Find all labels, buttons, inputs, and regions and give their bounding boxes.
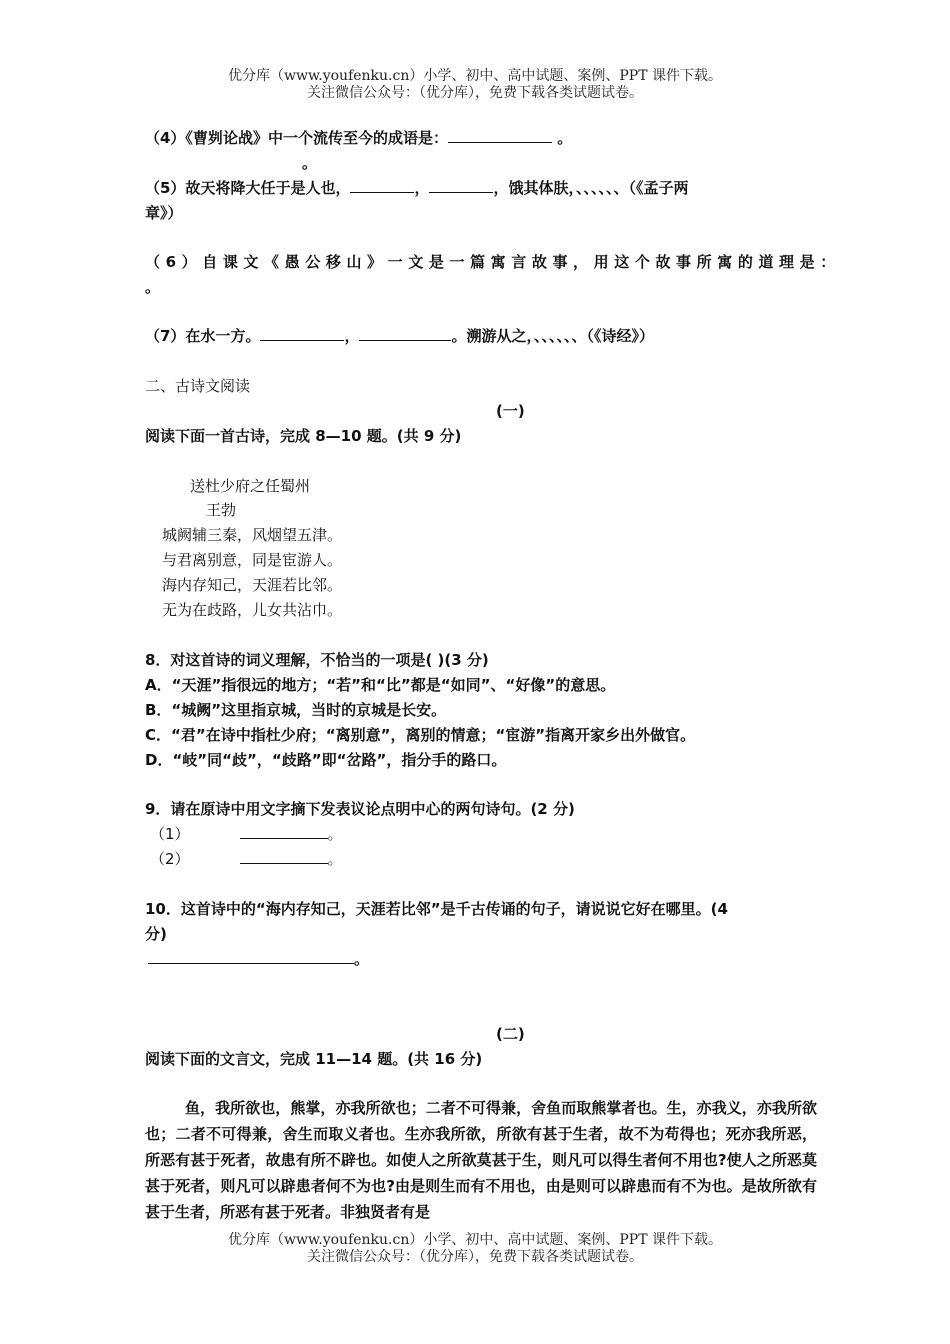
- question-7: [145, 326, 815, 346]
- question-4-text: （4）《曹刿论战》中一个流传至今的成语是：: [145, 129, 448, 147]
- classical-passage: 鱼，我所欲也，熊掌，亦我所欲也；二者不可得兼，舍鱼而取熊掌者也。生，亦我义，亦我所欲也；二者不可得兼，舍生而取义者也。生亦我所欲，所欲有甚于生者，故不为苟得也；死亦我所恶，所恶有甚于死者，故患有所不辟也。如使人之所欲莫甚于生，则凡可以得生者何不用也?使人之所恶莫甚于死者，则凡可以辟患者何不为也?由是则生而有不用也，由是则可以辟患而有不为也。是故所欲有甚于生者，所恶有甚于死者。非独贤者有是: [145, 1099, 817, 1221]
- answer-blank[interactable]: [429, 178, 493, 193]
- answer-blank[interactable]: [148, 949, 354, 964]
- question-4-extra: 。: [302, 154, 318, 172]
- footer-line-1: 优分库（www.youfenku.cn）小学、初中、高中试题、案例、PPT 课件下载。: [227, 1232, 722, 1248]
- part-2-label: (二): [496, 1025, 525, 1043]
- page-header: [0, 68, 950, 102]
- question-8-option-a: A．“天涯”指很远的地方；“若”和“比”都是“如同”、“好像”的意思。: [145, 676, 616, 694]
- item-number: （2）: [150, 850, 190, 868]
- footer-line-2: 关注微信公众号：（优分库），免费下载各类试题试卷。: [307, 1249, 643, 1265]
- question-7-text-b: 。溯游从之，、、、、、、（《诗经》）: [451, 327, 654, 345]
- question-8-option-c: C．“君”在诗中指杜少府；“离别意”，离别的情意；“宦游”指离开家乡出外做官。: [145, 726, 696, 744]
- header-line-2: 关注微信公众号：（优分库），免费下载各类试题试卷。: [307, 85, 643, 101]
- answer-blank[interactable]: [260, 326, 344, 341]
- answer-blank[interactable]: [240, 849, 328, 864]
- question-10-stem-cont: 分): [145, 925, 167, 943]
- question-6-end: 。: [145, 278, 161, 296]
- poem-line: 与君离别意，同是宦游人。: [162, 551, 343, 569]
- item-number: （1）: [150, 825, 190, 843]
- answer-end: 。: [354, 950, 370, 968]
- question-9-item-2: [150, 849, 820, 869]
- question-5-text-a: （5）故天将降大任于是人也，: [145, 179, 351, 197]
- answer-blank[interactable]: [448, 128, 552, 143]
- page-footer: [0, 1232, 950, 1266]
- question-7-sep: ，: [344, 327, 360, 345]
- question-5-sep: ，: [414, 179, 430, 197]
- poem-line: 无为在歧路，儿女共沾巾。: [162, 601, 343, 619]
- item-end: 。: [327, 825, 343, 843]
- question-6: （6）自课文《愚公移山》一文是一篇寓言故事，用这个故事所寓的道理是：: [145, 253, 841, 271]
- section-2-title: 二、古诗文阅读: [145, 377, 251, 395]
- header-line-1: 优分库（www.youfenku.cn）小学、初中、高中试题、案例、PPT 课件下载。: [227, 68, 722, 84]
- question-5-text-b: ，饿其体肤，、、、、、、（《孟子两: [493, 179, 689, 197]
- part-1-label: (一): [496, 402, 525, 420]
- poem-line: 海内存知己，天涯若比邻。: [162, 576, 343, 594]
- question-8-option-b: B．“城阙”这里指京城，当时的京城是长安。: [145, 701, 447, 719]
- poem-line: 城阙辅三秦，风烟望五津。: [162, 526, 343, 544]
- question-9-item-1: [150, 824, 820, 844]
- part-2-instruction: 阅读下面的文言文，完成 11—14 题。(共 16 分): [145, 1050, 483, 1068]
- question-10-stem: 10．这首诗中的“海内存知己，天涯若比邻”是千古传诵的句子，请说说它好在哪里。(4: [145, 900, 728, 918]
- answer-blank[interactable]: [240, 824, 328, 839]
- answer-blank[interactable]: [350, 178, 414, 193]
- part-1-instruction: 阅读下面一首古诗，完成 8—10 题。(共 9 分): [145, 427, 462, 445]
- question-4: [145, 128, 815, 148]
- poem-title: 送杜少府之任蜀州: [190, 477, 311, 495]
- answer-blank[interactable]: [359, 326, 451, 341]
- question-7-text-a: （7）在水一方。: [145, 327, 261, 345]
- question-5: [145, 178, 815, 198]
- question-8-stem: 8．对这首诗的词义理解，不恰当的一项是( )(3 分): [145, 651, 489, 669]
- question-9-stem: 9．请在原诗中用文字摘下发表议论点明中心的两句诗句。(2 分): [145, 800, 575, 818]
- question-5-cont: 章》）: [145, 204, 183, 222]
- question-10-answer: [148, 949, 818, 969]
- question-8-option-d: D．“岐”同“歧”，“歧路”即“岔路”，指分手的路口。: [145, 751, 507, 769]
- item-end: 。: [327, 850, 343, 868]
- poem-author: 王勃: [206, 501, 237, 519]
- question-4-end: 。: [557, 129, 573, 147]
